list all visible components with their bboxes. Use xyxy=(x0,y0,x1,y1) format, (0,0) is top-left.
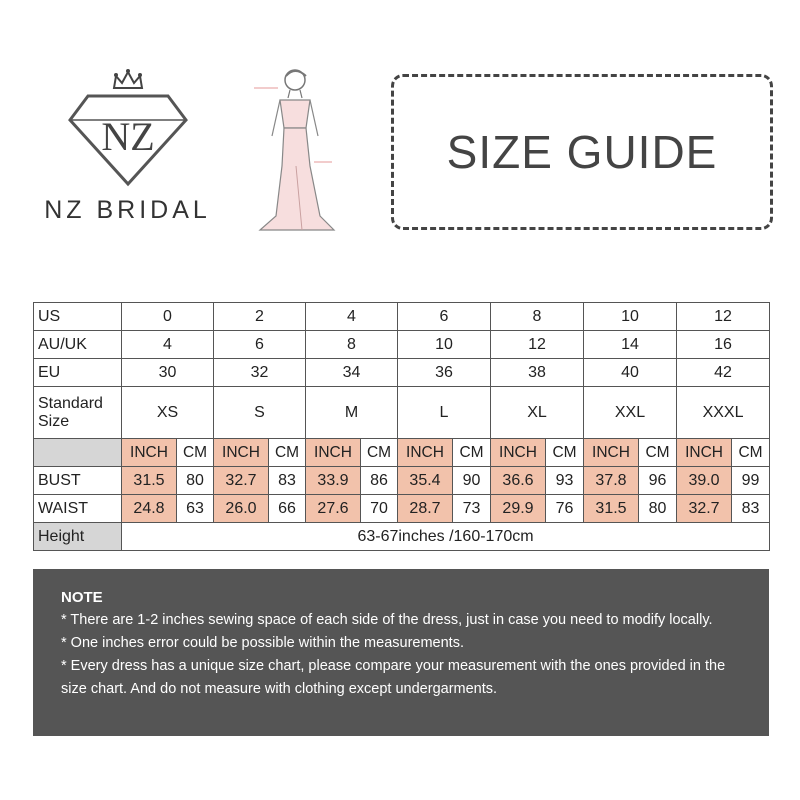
bust-inch-cell: 37.8 xyxy=(584,467,639,495)
table-row-us xyxy=(34,303,770,331)
table-row-height xyxy=(34,523,770,551)
unit-inch-header: INCH xyxy=(214,439,269,467)
waist-inch-cell: 31.5 xyxy=(584,495,639,523)
waist-inch-cell: 29.9 xyxy=(491,495,546,523)
size-chart-table xyxy=(33,302,770,551)
bust-cm-cell: 80 xyxy=(177,467,214,495)
au-uk-size-cell: 4 xyxy=(122,331,214,359)
waist-cm-cell: 66 xyxy=(269,495,306,523)
standard-size-cell: XL xyxy=(491,387,584,439)
unit-cm-header: CM xyxy=(546,439,584,467)
standard-size-cell: L xyxy=(398,387,491,439)
unit-cm-header: CM xyxy=(177,439,214,467)
waist-inch-cell: 32.7 xyxy=(677,495,732,523)
waist-cm-cell: 80 xyxy=(639,495,677,523)
waist-cm-cell: 83 xyxy=(732,495,770,523)
monogram-text: NZ xyxy=(101,114,155,159)
eu-size-cell: 36 xyxy=(398,359,491,387)
au-uk-size-cell: 12 xyxy=(491,331,584,359)
brand-name: NZ BRIDAL xyxy=(44,196,211,224)
standard-size-cell: S xyxy=(214,387,306,439)
table-row-eu xyxy=(34,359,770,387)
eu-size-cell: 32 xyxy=(214,359,306,387)
us-size-cell: 10 xyxy=(584,303,677,331)
unit-inch-header: INCH xyxy=(398,439,453,467)
row-label-us: US xyxy=(34,303,122,331)
dress-illustration xyxy=(250,66,350,241)
bust-inch-cell: 35.4 xyxy=(398,467,453,495)
waist-cm-cell: 70 xyxy=(361,495,398,523)
row-label-standard-size: Standard Size xyxy=(34,387,122,439)
unit-inch-header: INCH xyxy=(491,439,546,467)
us-size-cell: 12 xyxy=(677,303,770,331)
bust-cm-cell: 99 xyxy=(732,467,770,495)
eu-size-cell: 30 xyxy=(122,359,214,387)
note-title: NOTE xyxy=(61,589,103,606)
page-title: SIZE GUIDE xyxy=(446,126,718,178)
note-line: * There are 1-2 inches sewing space of each side of the dress, just in case you need to modify locally. xyxy=(61,612,713,628)
waist-inch-cell: 26.0 xyxy=(214,495,269,523)
eu-size-cell: 34 xyxy=(306,359,398,387)
unit-inch-header: INCH xyxy=(122,439,177,467)
row-label-bust: BUST xyxy=(34,467,122,495)
bust-cm-cell: 96 xyxy=(639,467,677,495)
note-line: * Every dress has a unique size chart, please compare your measurement with the ones provided in the size chart. And do not measure with clothing except undergarments. xyxy=(61,658,726,697)
standard-size-cell: M xyxy=(306,387,398,439)
row-label-height: Height xyxy=(34,523,122,551)
unit-cm-header: CM xyxy=(732,439,770,467)
table-row-au-uk xyxy=(34,331,770,359)
bust-inch-cell: 32.7 xyxy=(214,467,269,495)
unit-inch-header: INCH xyxy=(306,439,361,467)
eu-size-cell: 42 xyxy=(677,359,770,387)
waist-inch-cell: 28.7 xyxy=(398,495,453,523)
us-size-cell: 2 xyxy=(214,303,306,331)
waist-cm-cell: 63 xyxy=(177,495,214,523)
au-uk-size-cell: 14 xyxy=(584,331,677,359)
unit-inch-header: INCH xyxy=(584,439,639,467)
brand-logo xyxy=(20,62,235,232)
row-label-waist: WAIST xyxy=(34,495,122,523)
waist-cm-cell: 76 xyxy=(546,495,584,523)
unit-cm-header: CM xyxy=(361,439,398,467)
unit-inch-header: INCH xyxy=(677,439,732,467)
table-row-waist xyxy=(34,495,770,523)
bust-inch-cell: 39.0 xyxy=(677,467,732,495)
bust-inch-cell: 36.6 xyxy=(491,467,546,495)
unit-cm-header: CM xyxy=(453,439,491,467)
us-size-cell: 6 xyxy=(398,303,491,331)
row-label-au-uk: AU/UK xyxy=(34,331,122,359)
us-size-cell: 8 xyxy=(491,303,584,331)
us-size-cell: 0 xyxy=(122,303,214,331)
table-row-standard-size xyxy=(34,387,770,439)
bust-cm-cell: 86 xyxy=(361,467,398,495)
row-label-eu: EU xyxy=(34,359,122,387)
eu-size-cell: 40 xyxy=(584,359,677,387)
eu-size-cell: 38 xyxy=(491,359,584,387)
bust-cm-cell: 83 xyxy=(269,467,306,495)
bust-inch-cell: 33.9 xyxy=(306,467,361,495)
standard-size-cell: XXL xyxy=(584,387,677,439)
height-value-cell: 63-67inches /160-170cm xyxy=(122,523,770,551)
waist-inch-cell: 27.6 xyxy=(306,495,361,523)
standard-size-cell: XXXL xyxy=(677,387,770,439)
table-row-units xyxy=(34,439,770,467)
au-uk-size-cell: 16 xyxy=(677,331,770,359)
diamond-crown-icon xyxy=(66,68,190,188)
waist-cm-cell: 73 xyxy=(453,495,491,523)
note-panel xyxy=(33,569,769,736)
au-uk-size-cell: 10 xyxy=(398,331,491,359)
table-row-bust xyxy=(34,467,770,495)
bust-cm-cell: 93 xyxy=(546,467,584,495)
dress-figure-icon xyxy=(250,66,350,236)
unit-cm-header: CM xyxy=(269,439,306,467)
waist-inch-cell: 24.8 xyxy=(122,495,177,523)
bust-cm-cell: 90 xyxy=(453,467,491,495)
au-uk-size-cell: 6 xyxy=(214,331,306,359)
us-size-cell: 4 xyxy=(306,303,398,331)
bust-inch-cell: 31.5 xyxy=(122,467,177,495)
note-line: * One inches error could be possible within the measurements. xyxy=(61,635,464,651)
standard-size-cell: XS xyxy=(122,387,214,439)
au-uk-size-cell: 8 xyxy=(306,331,398,359)
unit-cm-header: CM xyxy=(639,439,677,467)
size-guide-title-box xyxy=(391,74,773,230)
units-blank-cell xyxy=(34,439,122,467)
